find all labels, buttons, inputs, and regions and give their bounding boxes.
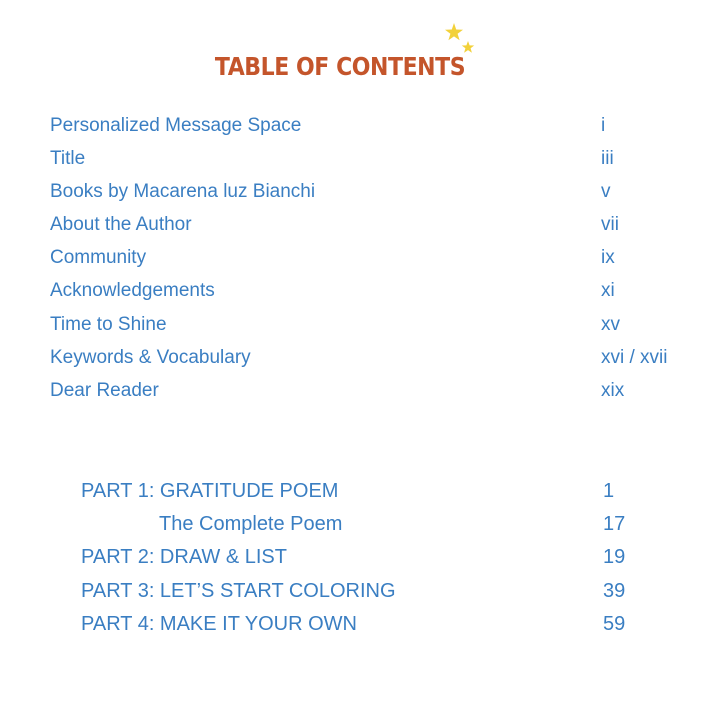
toc-entry[interactable] — [0, 244, 720, 272]
toc-entry-page: xi — [601, 280, 615, 301]
toc-entry-page: vii — [601, 214, 619, 235]
toc-part-page: 59 — [603, 613, 626, 635]
toc-entry-label: Books by Macarena luz Bianchi — [50, 181, 316, 202]
toc-entry[interactable] — [0, 277, 720, 305]
toc-entry-page: iii — [601, 148, 614, 169]
toc-entry[interactable] — [0, 344, 720, 372]
toc-part-page: 1 — [603, 480, 615, 502]
toc-entry-label: About the Author — [50, 214, 192, 235]
toc-sub-entry[interactable] — [0, 510, 720, 538]
toc-part-label: PART 1: GRATITUDE POEM — [81, 480, 339, 502]
toc-entry[interactable] — [0, 145, 720, 173]
toc-entry-label: Keywords & Vocabulary — [50, 347, 251, 368]
toc-part-entry[interactable] — [0, 577, 720, 605]
toc-entry-label: Personalized Message Space — [50, 115, 302, 136]
toc-entry-label: Time to Shine — [50, 314, 167, 335]
toc-entry-page: i — [601, 115, 606, 136]
toc-part-entry[interactable] — [0, 543, 720, 571]
toc-entry-page: ix — [601, 247, 615, 268]
toc-part-label: PART 3: LET’S START COLORING — [81, 580, 396, 602]
toc-entry-page: v — [601, 181, 611, 202]
toc-sub-page: 17 — [603, 513, 626, 535]
page-title: TABLE OF CONTENTS — [214, 52, 466, 81]
toc-entry-label: Community — [50, 247, 147, 268]
toc-entry-label: Title — [50, 148, 86, 169]
toc-entry[interactable] — [0, 311, 720, 339]
toc-part-entry[interactable] — [0, 477, 720, 505]
toc-entry[interactable] — [0, 112, 720, 140]
toc-part-label: PART 2: DRAW & LIST — [81, 546, 287, 568]
toc-entry-page: xix — [601, 380, 625, 401]
toc-entry-label: Acknowledgements — [50, 280, 215, 301]
toc-part-label: PART 4: MAKE IT YOUR OWN — [81, 613, 357, 635]
toc-entry-label: Dear Reader — [50, 380, 159, 401]
toc-entry-page: xvi / xvii — [601, 347, 668, 368]
toc-entry[interactable] — [0, 211, 720, 239]
toc-part-page: 19 — [603, 546, 626, 568]
toc-part-page: 39 — [603, 580, 626, 602]
toc-entry-page: xv — [601, 314, 620, 335]
toc-sub-label: The Complete Poem — [159, 513, 343, 535]
toc-part-entry[interactable] — [0, 610, 720, 638]
toc-entry[interactable] — [0, 377, 720, 405]
toc-entry[interactable] — [0, 178, 720, 206]
